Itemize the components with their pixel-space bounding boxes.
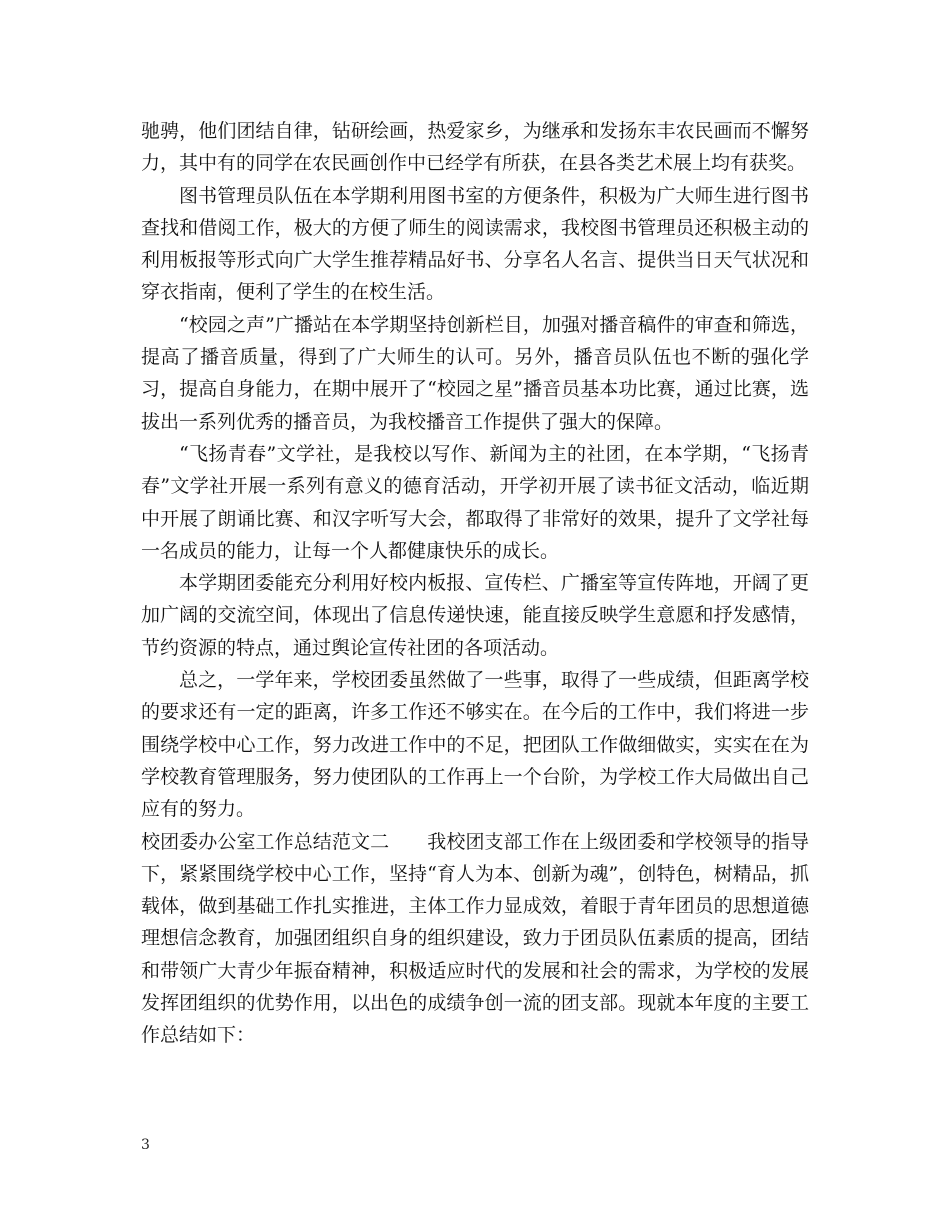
paragraph-3: “校园之声”广播站在本学期坚持创新栏目，加强对播音稿件的审查和筛选，提高了播音质量，得到了广大师生的认可。另外，播音员队伍也不断的强化学习，提高自身能力，在期中展开了“校园之星”播音员基本功比赛，通过比赛，选拔出一系列优秀的播音员，为我校播音工作提供了强大的保障。 [141,313,809,433]
paragraph-5: 本学期团委能充分利用好校内板报、宣传栏、广播室等宣传阵地，开阔了更加广阔的交流空间，体现出了信息传递快速，能直接反映学生意愿和抒发感情，节约资源的特点，通过舆论宣传社团的各项活动。 [141,572,809,659]
document-body [141,115,809,1052]
paragraph-4: “飞扬青春”文学社，是我校以写作、新闻为主的社团，在本学期，“飞扬青春”文学社开展一系列有意义的德育活动，开学初开展了读书征文活动，临近期中开展了朗诵比赛、和汉字听写大会，都取得了非常好的效果，提升了文学社每一名成员的能力，让每一个人都健康快乐的成长。 [141,442,809,562]
paragraph-6: 总之，一学年来，学校团委虽然做了一些事，取得了一些成绩，但距离学校的要求还有一定的距离，许多工作还不够实在。在今后的工作中，我们将进一步围绕学校中心工作，努力改进工作中的不足，把团队工作做细做实，实实在在为学校教育管理服务，努力使团队的工作再上一个台阶，为学校工作大局做出自己应有的努力。 [141,669,809,821]
page-number: 3 [141,1137,150,1153]
paragraph-1: 驰骋，他们团结自律，钻研绘画，热爱家乡，为继承和发扬东丰农民画而不懈努力，其中有的同学在农民画创作中已经学有所获，在县各类艺术展上均有获奖。 [141,120,809,175]
paragraph-2: 图书管理员队伍在本学期利用图书室的方便条件，积极为广大师生进行图书查找和借阅工作，极大的方便了师生的阅读需求，我校图书管理员还积极主动的利用板报等形式向广大学生推荐精品好书、分享名人名言、提供当日天气状况和穿衣指南，便利了学生的在校生活。 [141,184,809,304]
section-heading: 校团委办公室工作总结范文二 [141,830,390,853]
section-paragraph [141,826,809,1052]
section-body: 我校团支部工作在上级团委和学校领导的指导下，紧紧围绕学校中心工作，坚持“育人为本、创新为魂”，创特色，树精品，抓载体，做到基础工作扎实推进，主体工作力显成效，着眼于青年团员的思想道德理想信念教育，加强团组织自身的组织建设，致力于团员队伍素质的提高，团结和带领广大青少年振奋精神，积极适应时代的发展和社会的需求，为学校的发展发挥团组织的优势作用，以出色的成绩争创一流的团支部。现就本年度的主要工作总结如下： [141,830,809,1047]
